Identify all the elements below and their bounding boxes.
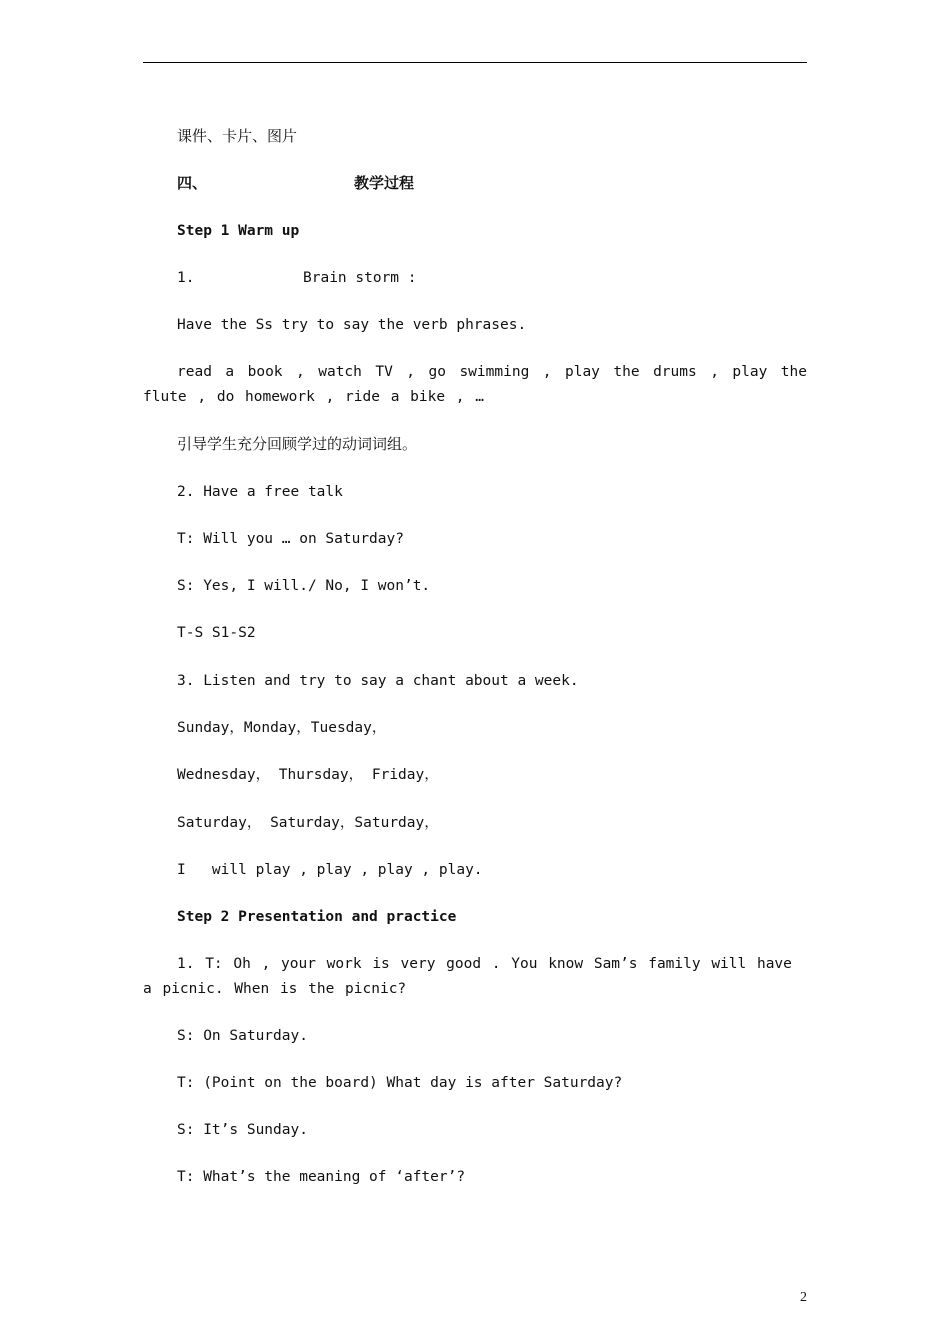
dialogue-line: S: Yes, I will./ No, I won’t. xyxy=(177,578,431,594)
dialogue-line: S: It’s Sunday. xyxy=(177,1122,308,1138)
section-number: 四、 xyxy=(177,174,208,192)
dialogue-line: T: (Point on the board) What day is after Saturday? xyxy=(177,1075,623,1091)
chant-line: Sunday，Monday，Tuesday， xyxy=(177,720,387,736)
dialogue-line: S: On Saturday. xyxy=(177,1028,308,1044)
header-rule xyxy=(143,62,807,63)
item-number-1: 1. xyxy=(177,270,195,286)
brain-storm-label: Brain storm : xyxy=(303,270,417,286)
item-2-heading: 2. Have a free talk xyxy=(177,484,343,500)
chinese-note: 引导学生充分回顾学过的动词词组。 xyxy=(177,435,418,453)
chant-line: Saturday， Saturday，Saturday， xyxy=(177,815,439,831)
step-1-heading: Step 1 Warm up xyxy=(177,223,300,239)
section-title: 教学过程 xyxy=(354,174,415,192)
dialogue-line: T: Will you … on Saturday? xyxy=(177,531,404,547)
chant-line: Wednesday， Thursday， Friday， xyxy=(177,767,439,783)
chant-line: I will play , play , play , play. xyxy=(177,862,483,878)
step-2-heading: Step 2 Presentation and practice xyxy=(177,909,457,925)
page-number: 2 xyxy=(800,1290,807,1305)
presentation-paragraph: 1. T: Oh , your work is very good . You know Sam’s family will have a picnic. When is the picnic? xyxy=(143,956,792,997)
verb-phrases-paragraph: read a book , watch TV , go swimming , play the drums , play the flute , do homework , ride a bike , … xyxy=(143,364,807,405)
materials-line: 课件、卡片、图片 xyxy=(177,127,298,145)
paragraph-line: Have the Ss try to say the verb phrases. xyxy=(177,317,527,333)
pair-work-line: T-S S1-S2 xyxy=(177,625,256,641)
item-3-heading: 3. Listen and try to say a chant about a week. xyxy=(177,673,579,689)
dialogue-line: T: What’s the meaning of ‘after’? xyxy=(177,1169,466,1185)
